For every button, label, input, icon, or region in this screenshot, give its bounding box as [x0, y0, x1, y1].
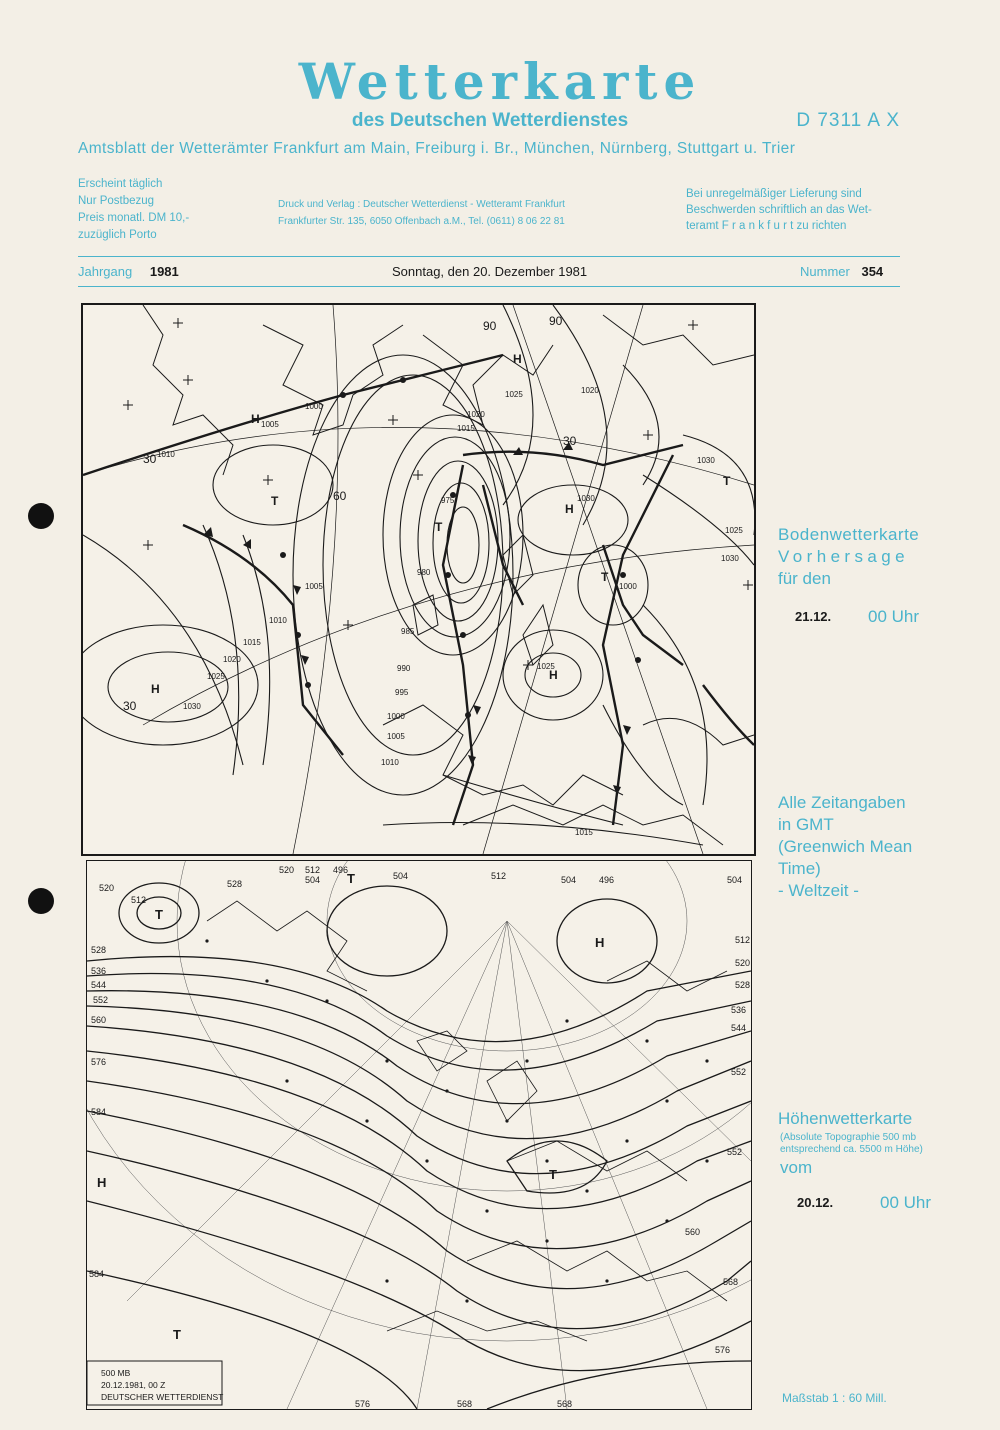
subscription-line: Erscheint täglich [78, 178, 163, 190]
pressure-center-low: T [173, 1327, 181, 1342]
isobar-label: 1010 [157, 450, 175, 459]
stamp-line: 20.12.1981, 00 Z [101, 1380, 166, 1390]
pressure-center-low: T [271, 494, 279, 508]
isobar-label: 1000 [387, 712, 405, 721]
contour-label: 544 [731, 1023, 747, 1033]
contour-label: 544 [91, 980, 107, 990]
year-label: Jahrgang [78, 264, 133, 279]
isobar-label: 1025 [725, 526, 743, 535]
publisher-line: Druck und Verlag : Deutscher Wetterdienst - Wetteramt Frankfurt [278, 199, 565, 210]
pressure-center-high: H [97, 1175, 107, 1190]
contour-label: 520 [735, 958, 751, 968]
isobar-label: 1000 [305, 402, 323, 411]
pressure-center-low: T [601, 570, 609, 584]
contour-label: 504 [727, 875, 743, 885]
time-note-line: (Greenwich Mean [778, 837, 913, 856]
contour-label: 552 [731, 1067, 747, 1077]
document-code: D 7311 A X [796, 110, 900, 131]
contour-label: 584 [89, 1269, 105, 1279]
contour-label: 504 [561, 875, 577, 885]
grid-label: 30 [143, 452, 157, 466]
upper-map-note-line: entsprechend ca. 5500 m Höhe) [780, 1144, 923, 1155]
upper-map-from-label: vom [780, 1158, 813, 1177]
pressure-center-high: H [513, 352, 522, 366]
contour-label: 576 [715, 1345, 731, 1355]
surface-map-subtitle: Vorhersage [778, 547, 909, 566]
number-label: Nummer [800, 264, 850, 279]
isobar-label: 1005 [387, 732, 405, 741]
contour-label: 568 [723, 1277, 739, 1287]
isobar-label: 975 [441, 496, 455, 505]
contour-label: 536 [91, 966, 107, 976]
time-note-line: - Weltzeit - [778, 881, 859, 900]
time-note [778, 792, 912, 902]
pressure-center-low: T [155, 907, 163, 922]
contour-label: 504 [305, 875, 321, 885]
grid-label: 30 [563, 434, 577, 448]
contour-label: 576 [91, 1057, 107, 1067]
complaint-line: teramt F r a n k f u r t zu richten [686, 220, 847, 232]
grid-label: 60 [333, 489, 347, 503]
grid-label: 90 [549, 314, 563, 328]
time-note-line: in GMT [778, 815, 834, 834]
publisher-info [278, 196, 565, 230]
time-note-line: Time) [778, 859, 821, 878]
contour-label: 528 [91, 945, 107, 955]
publisher-line: Frankfurter Str. 135, 6050 Offenbach a.M., Tel. (0611) 8 06 22 81 [278, 216, 565, 227]
stamp-line: DEUTSCHER WETTERDIENST [101, 1392, 224, 1402]
subscription-line: zuzüglich Porto [78, 229, 157, 241]
contour-label: 520 [279, 865, 295, 875]
isobar-label: 1025 [505, 390, 523, 399]
contour-label: 496 [599, 875, 615, 885]
isobar-label: 1030 [577, 494, 595, 503]
grid-label: 90 [483, 319, 497, 333]
upper-air-map [86, 860, 752, 1410]
contour-label: 512 [491, 871, 507, 881]
issue-year [78, 264, 179, 279]
upper-map-note [780, 1132, 923, 1156]
rule-top [78, 256, 900, 257]
pressure-center-low: T [549, 1167, 557, 1182]
subscription-line: Nur Postbezug [78, 195, 155, 207]
upper-map-title: Höhenwetterkarte [778, 1109, 913, 1128]
contour-label: 496 [333, 865, 349, 875]
year-value: 1981 [149, 264, 179, 279]
surface-map-date: 21.12. [795, 609, 832, 624]
isobar-label: 1015 [243, 638, 261, 647]
pressure-center-low: T [347, 871, 355, 886]
contour-label: 560 [91, 1015, 107, 1025]
contour-label: 584 [91, 1107, 107, 1117]
isobar-label: 1025 [207, 672, 225, 681]
isobar-label: 1030 [721, 554, 739, 563]
stamp-line: 500 MB [101, 1368, 131, 1378]
isobar-label: 1030 [183, 702, 201, 711]
subscription-line: Preis monatl. DM 10,- [78, 212, 190, 224]
isobar-label: 1005 [305, 582, 323, 591]
complaint-line: Bei unregelmäßiger Lieferung sind [686, 188, 862, 200]
isobar-label: 985 [401, 627, 415, 636]
upper-map-time: 00 Uhr [880, 1193, 932, 1212]
isobar-label: 1015 [575, 828, 593, 837]
rule-bottom [78, 286, 900, 287]
isobar-label: 1030 [697, 456, 715, 465]
contour-label: 560 [685, 1227, 701, 1237]
isobar-label: 1005 [261, 420, 279, 429]
complaint-info [686, 186, 872, 234]
pressure-center-high: H [151, 682, 160, 696]
surface-map-title: Bodenwetterkarte [778, 525, 920, 544]
contour-label: 552 [93, 995, 109, 1005]
isobar-label: 995 [395, 688, 409, 697]
isobar-label: 990 [397, 664, 411, 673]
isobar-label: 1015 [457, 424, 475, 433]
contour-label: 536 [731, 1005, 747, 1015]
contour-label: 528 [227, 879, 243, 889]
issue-number [800, 264, 883, 279]
complaint-line: Beschwerden schriftlich an das Wet- [686, 204, 872, 216]
subscription-info [78, 176, 189, 244]
time-note-line: Alle Zeitangaben [778, 793, 906, 812]
contour-label: 504 [393, 871, 409, 881]
isobar-label: 1020 [581, 386, 599, 395]
pressure-center-high: H [549, 668, 558, 682]
punch-hole-top [28, 503, 54, 529]
isobar-label: 1020 [223, 655, 241, 664]
isobar-label: 1010 [269, 616, 287, 625]
pressure-center-high: H [565, 502, 574, 516]
isobar-label: 1020 [467, 410, 485, 419]
page-title: Wetterkarte [298, 52, 702, 111]
contour-label: 528 [735, 980, 751, 990]
contour-label: 576 [355, 1399, 371, 1409]
isobar-label: 1000 [619, 582, 637, 591]
punch-hole-bottom [28, 888, 54, 914]
isobar-label: 980 [417, 568, 431, 577]
pressure-center-high: H [251, 412, 260, 426]
contour-label: 568 [557, 1399, 573, 1409]
surface-map-for-label: für den [778, 569, 831, 588]
number-value: 354 [861, 264, 884, 279]
grid-label: 30 [123, 699, 137, 713]
official-gazette-line: Amtsblatt der Wetterämter Frankfurt am Main, Freiburg i. Br., München, Nürnberg, Stuttgart u. Trier [78, 140, 796, 157]
isobar-label: 1010 [381, 758, 399, 767]
contour-label: 512 [735, 935, 751, 945]
map-scale: Maßstab 1 : 60 Mill. [782, 1391, 887, 1405]
contour-label: 512 [305, 865, 321, 875]
pressure-center-high: H [595, 935, 605, 950]
upper-map-note-line: (Absolute Topographie 500 mb [780, 1132, 917, 1143]
pressure-center-low: T [723, 474, 731, 488]
isobar-label: 1025 [537, 662, 555, 671]
contour-label: 568 [457, 1399, 473, 1409]
contour-label: 520 [99, 883, 115, 893]
surface-forecast-map [81, 303, 756, 856]
contour-label: 552 [727, 1147, 743, 1157]
issue-date: Sonntag, den 20. Dezember 1981 [392, 264, 588, 279]
pressure-center-low: T [435, 520, 443, 534]
upper-map-date: 20.12. [797, 1195, 834, 1210]
surface-map-time: 00 Uhr [868, 607, 920, 626]
page-subtitle: des Deutschen Wetterdienstes [351, 110, 629, 131]
contour-label: 512 [131, 895, 147, 905]
